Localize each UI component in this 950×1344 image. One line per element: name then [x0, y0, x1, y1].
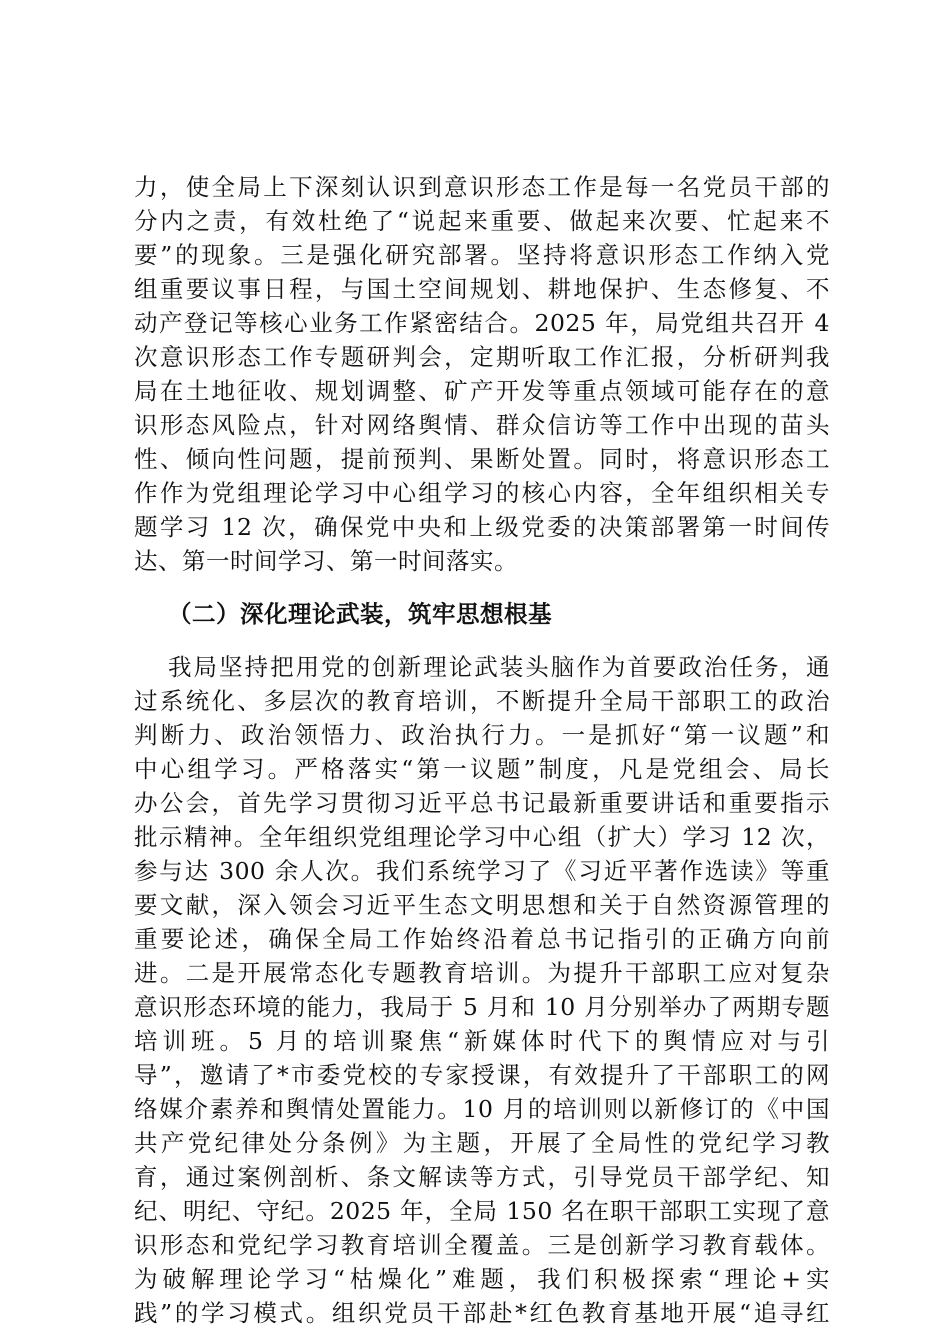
text-line: 过系统化、多层次的教育培训，不断提升全局干部职工的政治	[134, 687, 830, 715]
text-line: 次意识形态工作专题研判会，定期听取工作汇报，分析研判我	[134, 343, 830, 371]
text-line: 性、倾向性问题，提前预判、果断处置。同时，将意识形态工	[134, 445, 830, 473]
text-line: 判断力、政治领悟力、政治执行力。一是抓好“第一议题”和	[134, 721, 830, 749]
text-line: 分内之责，有效杜绝了“说起来重要、做起来次要、忙起来不	[134, 207, 830, 235]
text-line: 育，通过案例剖析、条文解读等方式，引导党员干部学纪、知	[134, 1163, 830, 1191]
text-line: 参与达 300 余人次。我们系统学习了《习近平著作选读》等重	[134, 857, 830, 885]
text-line: 为破解理论学习“枯燥化”难题，我们积极探索“理论+实	[134, 1265, 830, 1293]
text-line: 践”的学习模式。组织党员干部赴*红色教育基地开展“追寻红	[134, 1299, 830, 1327]
text-line: 力，使全局上下深刻认识到意识形态工作是每一名党员干部的	[134, 173, 830, 201]
text-line: 办公会，首先学习贯彻习近平总书记最新重要讲话和重要指示	[134, 789, 830, 817]
text-line: 识形态和党纪学习教育培训全覆盖。三是创新学习教育载体。	[134, 1231, 830, 1259]
text-line: 达、第一时间学习、第一时间落实。	[134, 547, 518, 575]
text-line: 局在土地征收、规划调整、矿产开发等重点领域可能存在的意	[134, 377, 830, 405]
text-line: 题学习 12 次，确保党中央和上级党委的决策部署第一时间传	[134, 513, 830, 541]
text-line: 批示精神。全年组织党组理论学习中心组（扩大）学习 12 次，	[134, 823, 830, 851]
text-line: 导”，邀请了*市委党校的专家授课，有效提升了干部职工的网	[134, 1061, 830, 1089]
section-heading: （二）深化理论武装，筑牢思想根基	[168, 600, 552, 628]
text-line: 共产党纪律处分条例》为主题，开展了全局性的党纪学习教	[134, 1129, 830, 1157]
text-line: 动产登记等核心业务工作紧密结合。2025 年，局党组共召开 4	[134, 309, 830, 337]
text-line: 我局坚持把用党的创新理论武装头脑作为首要政治任务，通	[168, 653, 830, 681]
text-line: 识形态风险点，针对网络舆情、群众信访等工作中出现的苗头	[134, 411, 830, 439]
text-line: 组重要议事日程，与国土空间规划、耕地保护、生态修复、不	[134, 275, 830, 303]
text-line: 络媒介素养和舆情处置能力。10 月的培训则以新修订的《中国	[134, 1095, 830, 1123]
text-line: 培训班。5 月的培训聚焦“新媒体时代下的舆情应对与引	[134, 1027, 830, 1055]
text-line: 进。二是开展常态化专题教育培训。为提升干部职工应对复杂	[134, 959, 830, 987]
text-line: 作作为党组理论学习中心组学习的核心内容，全年组织相关专	[134, 479, 830, 507]
text-line: 要文献，深入领会习近平生态文明思想和关于自然资源管理的	[134, 891, 830, 919]
text-line: 要”的现象。三是强化研究部署。坚持将意识形态工作纳入党	[134, 241, 830, 269]
text-line: 中心组学习。严格落实“第一议题”制度，凡是党组会、局长	[134, 755, 830, 783]
text-line: 重要论述，确保全局工作始终沿着总书记指引的正确方向前	[134, 925, 830, 953]
text-line: 意识形态环境的能力，我局于 5 月和 10 月分别举办了两期专题	[134, 993, 830, 1021]
text-line: 纪、明纪、守纪。2025 年，全局 150 名在职干部职工实现了意	[134, 1197, 830, 1225]
